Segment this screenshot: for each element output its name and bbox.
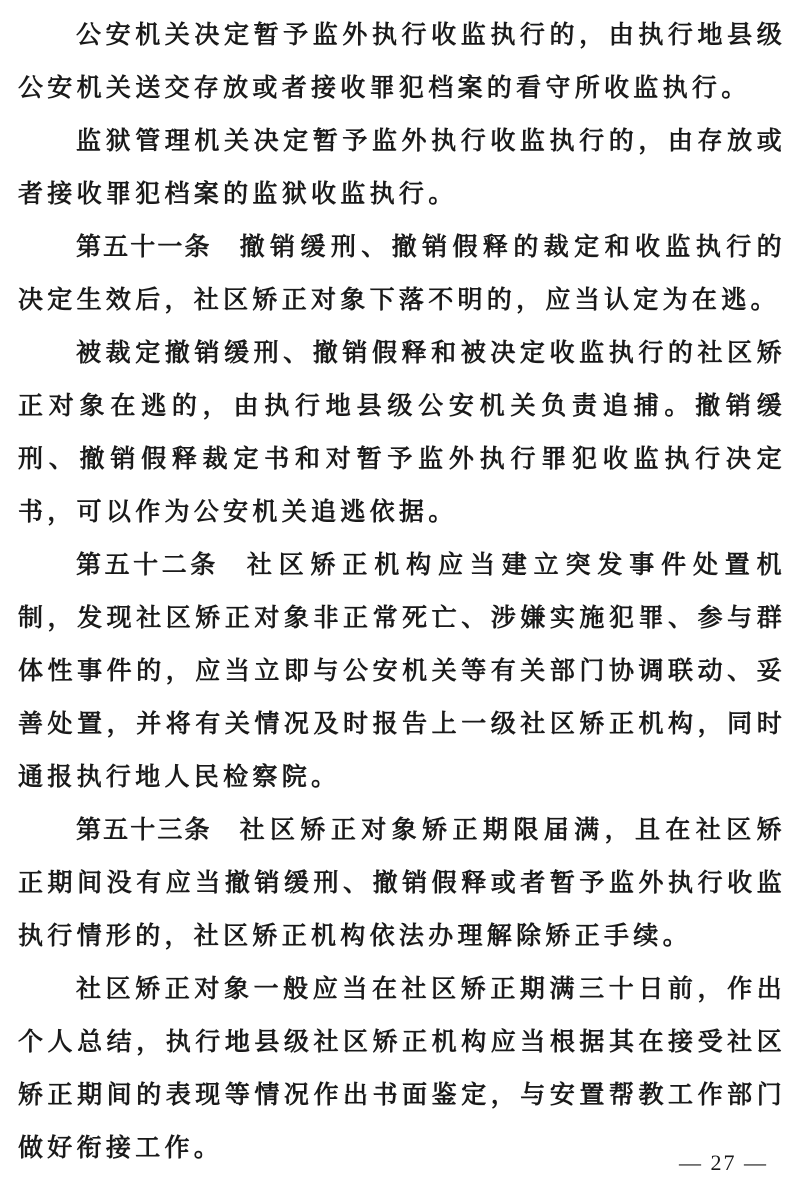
paragraph bbox=[18, 803, 786, 962]
paragraph-text: 监狱管理机关决定暂予监外执行收监执行的，由存放或者接收罪犯档案的监狱收监执行。 bbox=[18, 126, 786, 208]
paragraph bbox=[18, 8, 786, 114]
paragraph bbox=[18, 326, 786, 538]
article-number: 第五十三条 bbox=[76, 815, 212, 844]
article-number: 第五十一条 bbox=[76, 232, 212, 261]
paragraph-text: 社区矫正机构应当建立突发事件处置机制，发现社区矫正对象非正常死亡、涉嫌实施犯罪、参与群体性事件的，应当立即与公安机关等有关部门协调联动、妥善处置，并将有关情况及时报告上一级社区矫正机构，同时通报执行地人民检察院。 bbox=[18, 550, 786, 791]
paragraph-text: 撤销缓刑、撤销假释的裁定和收监执行的决定生效后，社区矫正对象下落不明的，应当认定为在逃。 bbox=[18, 232, 786, 314]
paragraph bbox=[18, 114, 786, 220]
article-number: 第五十二条 bbox=[76, 550, 219, 579]
paragraph-text: 社区矫正对象一般应当在社区矫正期满三十日前，作出个人总结，执行地县级社区矫正机构应当根据其在接受社区矫正期间的表现等情况作出书面鉴定，与安置帮教工作部门做好衔接工作。 bbox=[18, 974, 786, 1162]
paragraph-text: 公安机关决定暂予监外执行收监执行的，由执行地县级公安机关送交存放或者接收罪犯档案的看守所收监执行。 bbox=[18, 20, 786, 102]
paragraph-text: 被裁定撤销缓刑、撤销假释和被决定收监执行的社区矫正对象在逃的，由执行地县级公安机关负责追捕。撤销缓刑、撤销假释裁定书和对暂予监外执行罪犯收监执行决定书，可以作为公安机关追逃依据。 bbox=[18, 338, 786, 526]
page-number: — 27 — bbox=[679, 1150, 768, 1175]
paragraph-text: 社区矫正对象矫正期限届满，且在社区矫正期间没有应当撤销缓刑、撤销假释或者暂予监外执行收监执行情形的，社区矫正机构依法办理解除矫正手续。 bbox=[18, 815, 786, 950]
paragraph bbox=[18, 538, 786, 803]
document-page bbox=[18, 8, 786, 1174]
paragraph bbox=[18, 220, 786, 326]
paragraph bbox=[18, 962, 786, 1174]
